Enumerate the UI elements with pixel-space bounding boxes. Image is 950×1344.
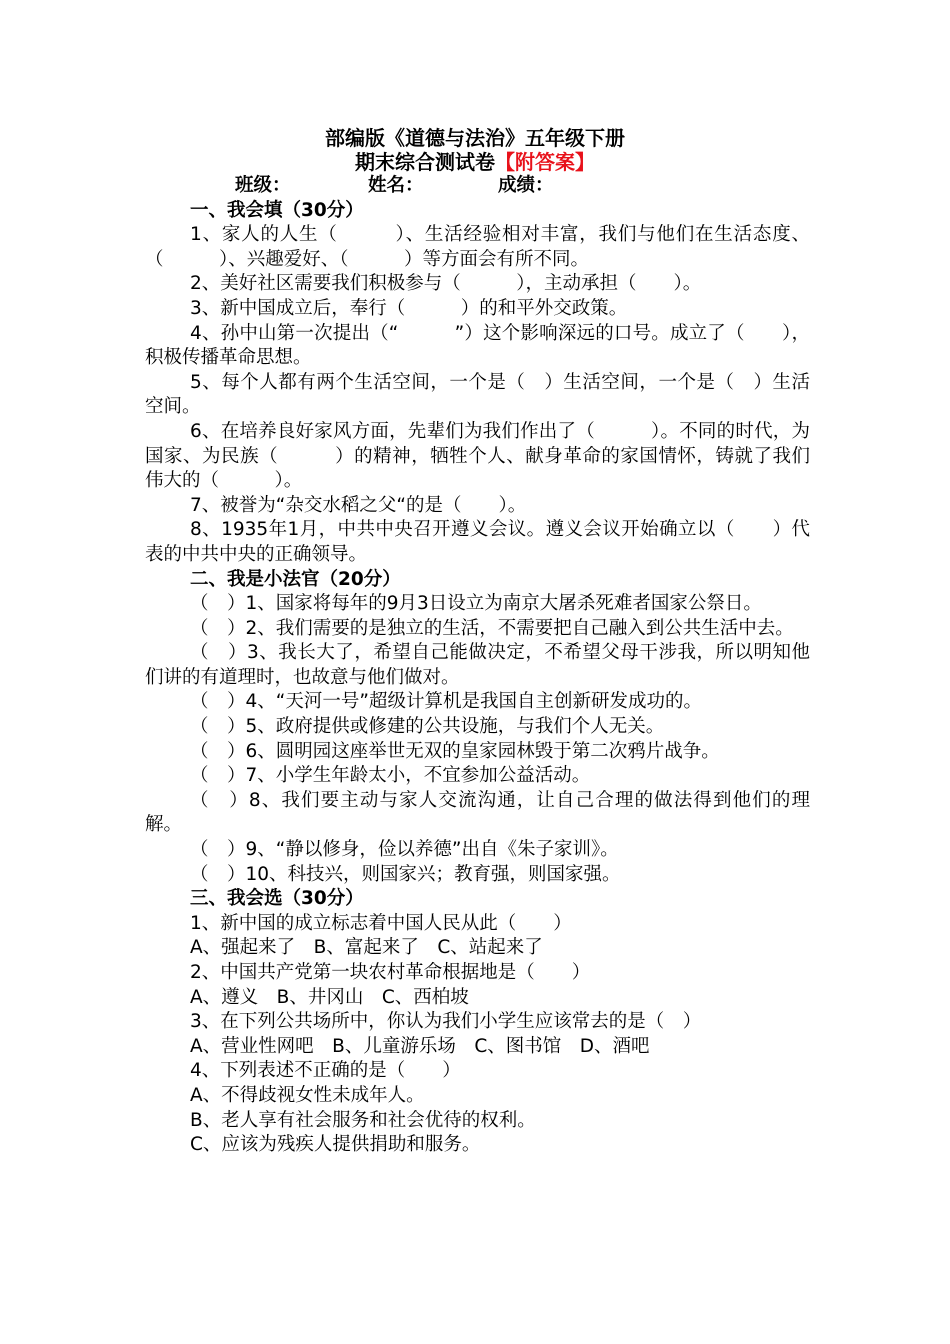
choice-question: 1、新中国的成立标志着中国人民从此（ ） [190,912,572,934]
choice-option: C、应该为残疾人提供捐助和服务。 [190,1134,481,1156]
fill-question: 5、每个人都有两个生活空间，一个是（ ）生活空间，一个是（ ）生活空间。 [145,371,810,418]
section1-heading: 一、我会填（30分） [190,199,364,221]
fill-question: 6、在培养良好家风方面，先辈们为我们作出了（ ）。不同的时代，为国家、为民族（ ）的精神，牺牲个人、献身革命的家国情怀，铸就了我们伟大的（ ）。 [145,420,810,492]
judge-question: （ ）6、圆明园这座举世无双的皇家园林毁于第二次鸦片战争。 [190,740,720,762]
judge-question: （ ）4、“天河一号”超级计算机是我国自主创新研发成功的。 [190,691,702,713]
fill-question: 8、1935年1月，中共中央召开遵义会议。遵义会议开始确立以（ ）代表的中共中央的正确领导。 [145,519,810,565]
choice-options: A、遵义 B、井冈山 C、西柏坡 [190,986,469,1008]
choice-option: A、不得歧视女性未成年人。 [190,1084,425,1106]
fill-question: 4、孙中山第一次提出（“ ”）这个影响深远的口号。成立了（ ），积极传播革命思想。 [145,322,810,369]
name-label: 姓名： [368,175,424,196]
judge-question: （ ）9、“静以修身，俭以养德”出自《朱子家训》。 [190,839,619,861]
judge-question: （ ）8、我们要主动与家人交流沟通，让自己合理的做法得到他们的理解。 [145,789,810,836]
judge-question: （ ）5、政府提供或修建的公共设施，与我们个人无关。 [190,716,665,738]
exam-title: 部编版《道德与法治》五年级下册 [325,126,625,150]
judge-question: （ ）3、我长大了，希望自己能做决定，不希望父母干涉我，所以明知他们讲的有道理时，也故意与他们做对。 [145,642,810,688]
judge-question: （ ）2、我们需要的是独立的生活，不需要把自己融入到公共生活中去。 [190,617,794,639]
score-label: 成绩： [498,175,554,196]
exam-body [145,174,810,1158]
subtitle-main: 期末综合测试卷 [355,150,495,174]
fill-question: 1、家人的人生（ ）、生活经验相对丰富，我们与他们在生活态度、（ ）、兴趣爱好、（ ）等方面会有所不同。 [145,224,810,270]
choice-question: 2、中国共产党第一块农村革命根据地是（ ） [190,962,591,983]
judge-question: （ ）7、小学生年龄太小，不宜参加公益活动。 [190,765,591,787]
class-label: 班级： [235,175,291,196]
choice-question: 4、下列表述不正确的是（ ） [190,1060,461,1082]
fill-question: 2、美好社区需要我们积极参与（ ），主动承担（ ）。 [190,273,702,295]
choice-options: A、强起来了 B、富起来了 C、站起来了 [190,937,543,959]
choice-question: 3、在下列公共场所中，你认为我们小学生应该常去的是（ ） [190,1011,702,1033]
section2-heading: 二、我是小法官（20分） [190,568,401,590]
choice-option: B、老人享有社会服务和社会优待的权利。 [190,1109,536,1131]
judge-question: （ ）1、国家将每年的9月3日设立为南京大屠杀死难者国家公祭日。 [190,593,762,615]
choice-options: A、营业性网吧 B、儿童游乐场 C、图书馆 D、酒吧 [190,1035,650,1057]
answer-attached-tag: 【附答案】 [495,150,595,174]
exam-subtitle [0,150,950,174]
section3-heading: 三、我会选（30分） [190,888,364,910]
fill-question: 3、新中国成立后，奉行（ ）的和平外交政策。 [190,297,628,319]
student-info-row [145,174,810,199]
fill-question: 7、被誉为“杂交水稻之父“的是（ ）。 [190,494,527,516]
judge-question: （ ）10、科技兴，则国家兴；教育强，则国家强。 [190,863,621,885]
